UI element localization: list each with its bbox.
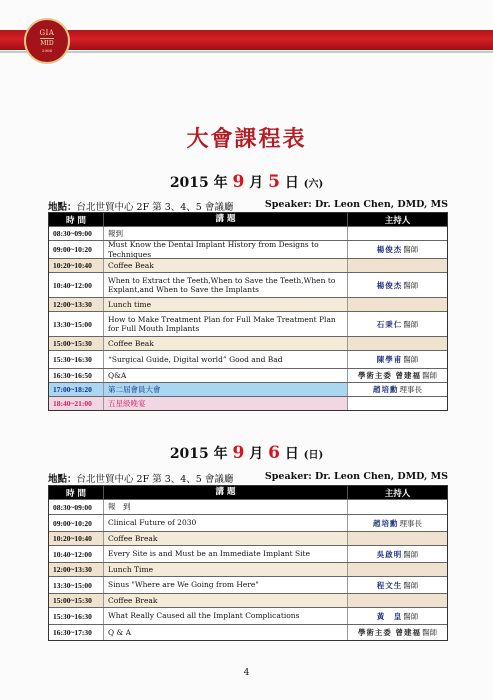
host-name: 陳學甫 <box>376 355 403 364</box>
day1-location-line: 地點：台北世貿中心 2F 第 3、4、5 會議廳 Speaker: Dr. Leon Chen, DMD, MS <box>48 199 448 213</box>
header-red-stripe <box>0 30 493 50</box>
host-title: 理事長 <box>399 518 422 528</box>
session-host <box>348 369 447 382</box>
session-time: 09:00~10:20 <box>49 515 104 531</box>
session-topic: Sinus "Where are We Going from Here" <box>104 577 348 593</box>
table-row <box>49 514 447 531</box>
day2-location-line: 地點：台北世貿中心 2F 第 3、4、5 會議廳 Speaker: Dr. Leon Chen, DMD, MS <box>48 471 448 485</box>
session-time: 12:00~13:30 <box>49 563 104 576</box>
host-name: 趙培勳 <box>373 385 399 394</box>
session-time: 10:20~10:40 <box>49 259 104 272</box>
session-topic: Coffee Beak <box>104 259 348 272</box>
session-topic: How to Make Treatment Plan for Full Make Treatment Plan for Full Mouth Implants <box>104 312 348 336</box>
session-topic: Coffee Beak <box>104 337 348 350</box>
host-title: 理事長 <box>399 385 422 394</box>
host-title: 醫師 <box>403 611 419 621</box>
session-topic: Lunch time <box>104 298 348 311</box>
table-row <box>49 226 447 240</box>
table-row <box>49 240 447 258</box>
session-host <box>348 298 447 311</box>
session-topic: What Really Caused all the Implant Complications <box>104 608 348 624</box>
session-host <box>348 577 447 593</box>
day2-speaker: Speaker: Dr. Leon Chen, DMD, MS <box>264 471 448 482</box>
host-title: 醫師 <box>422 628 438 637</box>
host-name: 學術主委 曾建福 <box>357 628 422 637</box>
session-topic: “Surgical Guide, Digital world” Good and Bad <box>104 351 348 368</box>
session-host <box>348 625 447 640</box>
host-name: 趙培勳 <box>373 518 399 528</box>
table-row <box>49 336 447 350</box>
session-topic: 五星級晚宴 <box>104 397 348 410</box>
host-title: 醫師 <box>422 371 438 380</box>
host-name: 學術主委 曾建福 <box>357 371 422 380</box>
session-topic: Every Site is and Must be an Immediate Implant Site <box>104 546 348 562</box>
session-host <box>348 383 447 396</box>
host-title: 醫師 <box>403 549 419 559</box>
session-host <box>348 259 447 272</box>
table-row <box>49 311 447 336</box>
table-row <box>49 499 447 514</box>
session-topic: Q&A <box>104 369 348 382</box>
session-host <box>348 546 447 562</box>
session-topic: Coffee Break <box>104 532 348 545</box>
association-logo <box>24 18 70 64</box>
table-row <box>49 396 447 410</box>
day1-speaker: Speaker: Dr. Leon Chen, DMD, MS <box>264 199 448 210</box>
session-host <box>348 351 447 368</box>
session-topic: 報到 <box>104 227 348 240</box>
table-row <box>49 368 447 382</box>
session-time: 15:00~15:30 <box>49 337 104 350</box>
session-host <box>348 500 447 514</box>
table-row <box>49 272 447 297</box>
session-time: 10:40~12:00 <box>49 273 104 297</box>
table-row <box>49 382 447 396</box>
table-row <box>49 624 447 640</box>
session-time: 08:30~09:00 <box>49 500 104 514</box>
session-host <box>348 241 447 258</box>
session-host <box>348 312 447 336</box>
session-topic: Lunch Time <box>104 563 348 576</box>
session-time: 16:30~16:50 <box>49 369 104 382</box>
table-row <box>49 297 447 311</box>
host-name: 楊俊杰 <box>376 280 403 290</box>
table-row <box>49 607 447 624</box>
day1-date: 2015 年 9 月 5 日 (六) <box>169 172 324 192</box>
session-topic: 報 到 <box>104 500 348 514</box>
table-header: 時 間 講 題 主持人 <box>49 213 447 226</box>
session-host <box>348 273 447 297</box>
host-title: 醫師 <box>403 319 419 329</box>
host-title: 醫師 <box>403 355 419 364</box>
session-time: 16:30~17:30 <box>49 625 104 640</box>
session-host <box>348 594 447 607</box>
host-title: 醫師 <box>403 580 419 590</box>
session-host <box>348 227 447 240</box>
table-row <box>49 576 447 593</box>
session-time: 13:30~15:00 <box>49 312 104 336</box>
session-host <box>348 515 447 531</box>
table-header: 時 間 講 題 主持人 <box>49 486 447 499</box>
session-time: 15:30~16:30 <box>49 608 104 624</box>
day1-schedule-table <box>48 212 448 411</box>
session-host <box>348 532 447 545</box>
host-name: 吳啟明 <box>376 549 403 559</box>
host-name: 程文生 <box>376 580 403 590</box>
table-row <box>49 258 447 272</box>
day2-date: 2015 年 9 月 6 日 (日) <box>169 443 324 463</box>
header-rule <box>0 51 493 53</box>
logo-line3: 2006 <box>41 48 53 53</box>
session-topic: 第二屆會員大會 <box>104 383 348 396</box>
session-time: 08:30~09:00 <box>49 227 104 240</box>
session-host <box>348 608 447 624</box>
page-title: 大會課程表 <box>186 126 307 152</box>
session-topic: When to Extract the Teeth,When to Save the Teeth,When to Explant,and When to Save the Implants <box>104 273 348 297</box>
table-row <box>49 562 447 576</box>
logo-line2: MID <box>40 40 54 47</box>
session-time: 09:00~10:20 <box>49 241 104 258</box>
session-time: 13:30~15:00 <box>49 577 104 593</box>
session-time: 12:00~13:30 <box>49 298 104 311</box>
host-title: 醫師 <box>403 245 419 254</box>
session-host <box>348 563 447 576</box>
session-host <box>348 337 447 350</box>
host-title: 醫師 <box>403 280 419 290</box>
table-row <box>49 350 447 368</box>
session-topic: Q & A <box>104 625 348 640</box>
logo-line1: GIA <box>39 29 55 37</box>
table-row <box>49 593 447 607</box>
session-time: 10:40~12:00 <box>49 546 104 562</box>
session-topic: Coffee Break <box>104 594 348 607</box>
session-topic: Clinical Future of 2030 <box>104 515 348 531</box>
session-topic: Must Know the Dental Implant History from Designs to Techniques <box>104 241 348 258</box>
host-name: 石秉仁 <box>376 319 403 329</box>
table-row <box>49 531 447 545</box>
table-row <box>49 545 447 562</box>
host-name: 黃 皇 <box>376 611 403 621</box>
header-band <box>0 30 493 54</box>
session-time: 15:30~16:30 <box>49 351 104 368</box>
host-name: 楊俊杰 <box>376 245 403 254</box>
day2-schedule-table <box>48 485 448 641</box>
session-time: 15:00~15:30 <box>49 594 104 607</box>
session-time: 10:20~10:40 <box>49 532 104 545</box>
page-number: 4 <box>243 668 250 678</box>
session-host <box>348 397 447 410</box>
session-time: 18:40~21:00 <box>49 397 104 410</box>
session-time: 17:00~18:20 <box>49 383 104 396</box>
